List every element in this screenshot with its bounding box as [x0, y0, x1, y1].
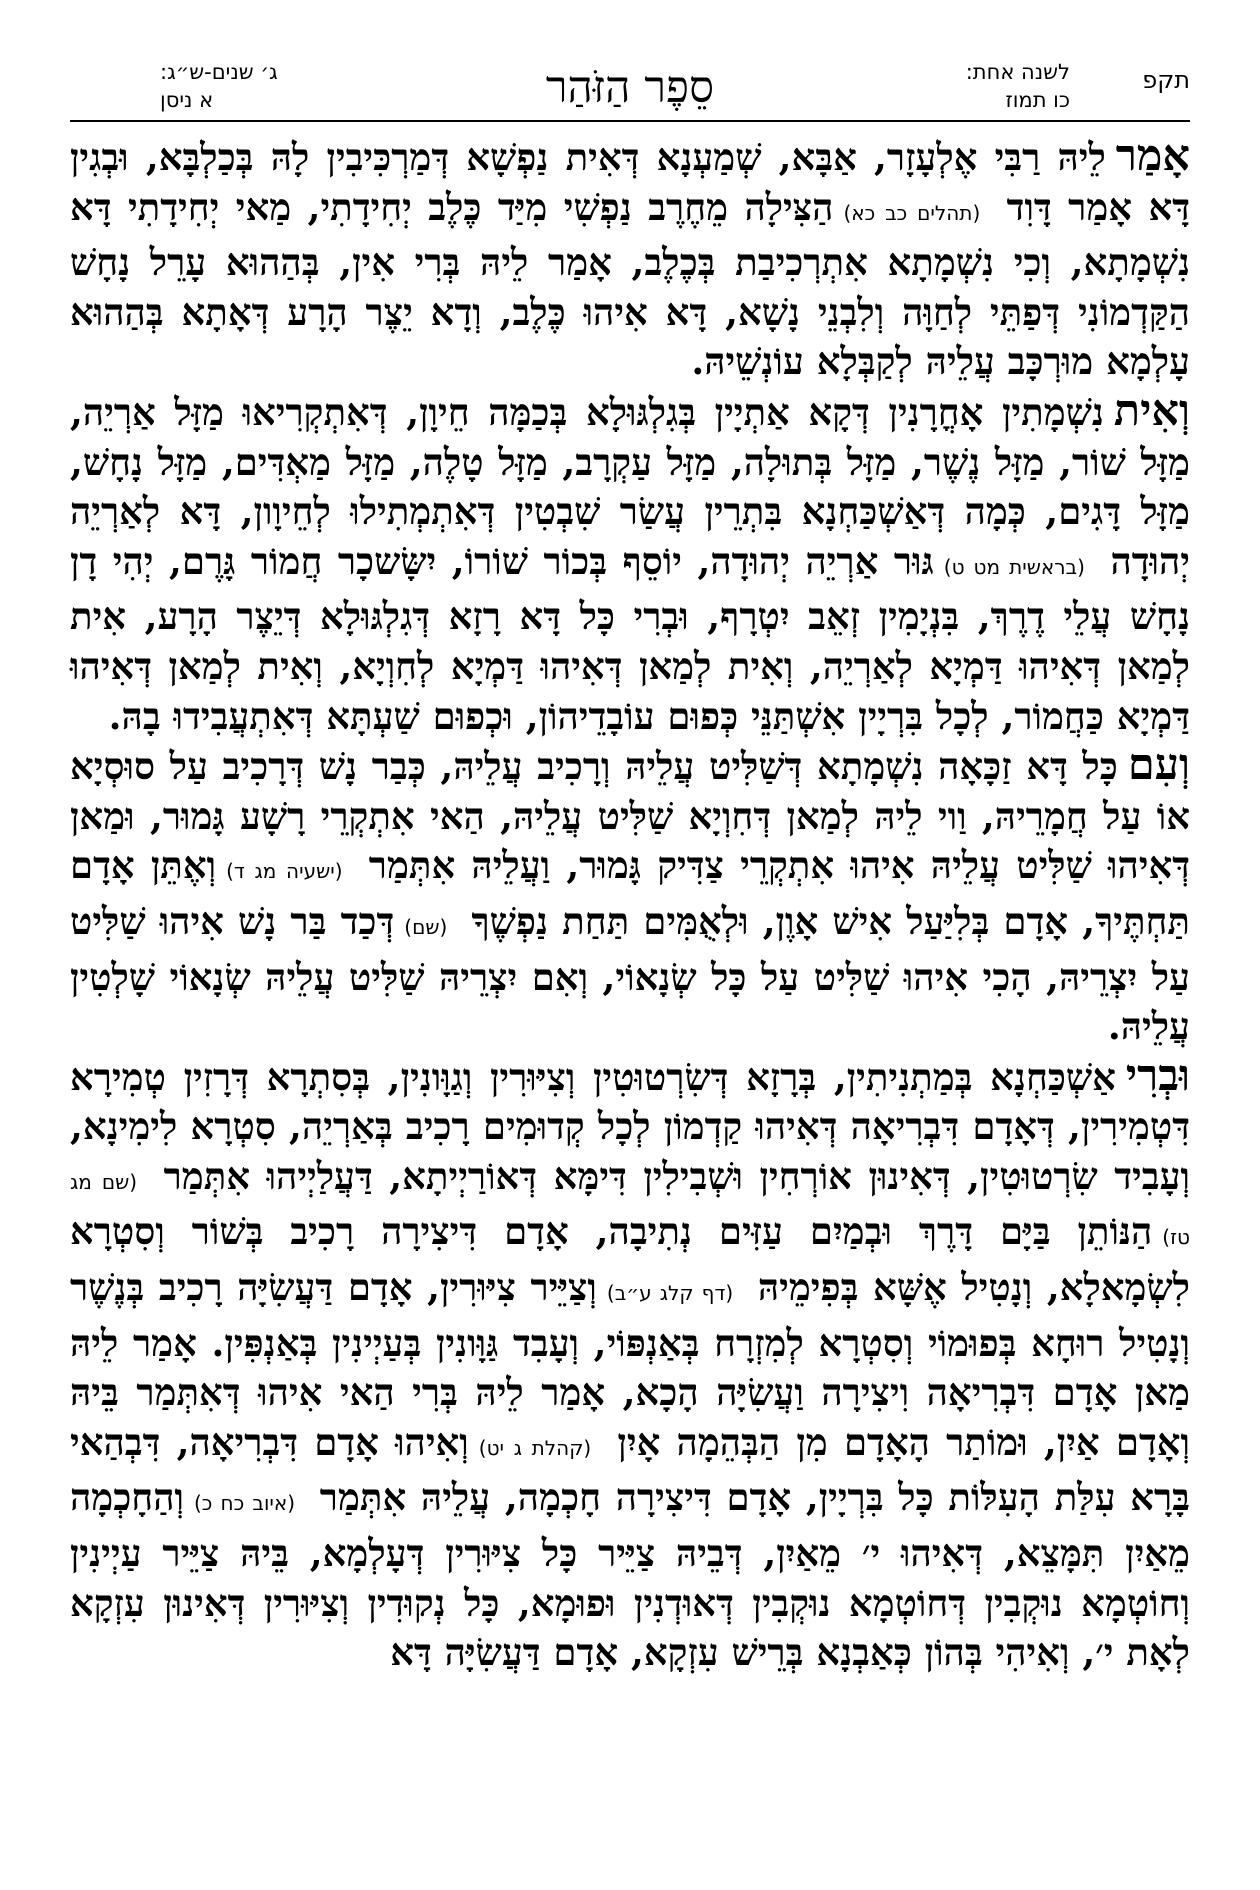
text-segment: דְּכַד בַּר נָשׁ אִיהוּ שַׁלִּיט עַל יִצְרֵיהּ, הָכִי אִיהוּ שַׁלִּיט עַל כָּל שְׂנָאוֹי, וְאִם יִצְרֵיהּ שַׁלִּיט עֲלֵיהּ שְׂנָאוֹי שָׁלְטִין עֲלֵיהּ.: [70, 898, 1190, 1049]
paragraph: [70, 1052, 1190, 1678]
text-segment: וְהַחָכְמָה מֵאַיִן תִּמָּצֵא, דְּאִיהוּ י׳ מֵאַיִן, דְּבֵיהּ צַיֵּיר כָּל צִיּוּרִין דְּעָלְמָא, בֵּיהּ צַיֵּיר עַיְינִין וְחוֹטְמָא נוּקְבִין דְּחוֹטְמָא נוּקְבִין דְּאוּדְנִין וּפוּמָא, כָּל נְקוּדִין וְצִיּוּרִין דְּאִינוּן עִזְקָא לְאָת י׳, וְאִיהִי בְּהוֹן כְּאַבְנָא בְּרֵישׁ עִזְקָא, אָדָם דַּעֲשִׂיָּה דָּא: [70, 1475, 1190, 1675]
paragraph-lead-word: וְאִית: [1113, 385, 1190, 436]
text-segment: לֵיהּ רַבִּי אֶלְעָזָר, אַבָּא, שְׁמַעְנָא דְּאִית נַפְשָׁא דְּמַרְכִּיבִין לָהּ בְּכַלְבָּא, וּבְגִין דָּא אָמַר דָּוִד: [70, 135, 1190, 229]
text-segment: נִשְׁמָתִין אָחֳרָנִין דְּקָא אַתְיָין בְּגִלְגּוּלָא בְּכַמָּה חֵיוָן, דְּאִתְקְרִיאוּ מַזָּל אַרְיֵה, מַזָּל שׁוֹר, מַזָּל נֶשֶׁר, מַזָּל בְּתוּלָה, מַזָּל עַקְרָב, מַזָּל טָלֶה, מַזָּל מַאְדִּים, מַזָּל נָחָשׁ, מַזָּל דָּגִים, כְּמָה דְּאַשְׁכַּחְנָא בִּתְרֵין עֲשַׂר שִׁבְטִין דְּאִתְמְתִילוּ לְחֵיוָון, דָּא לְאַרְיֵה יְהוּדָה: [70, 389, 1191, 583]
page-header: [70, 58, 1190, 122]
paragraph-lead-word: וְעִם: [1127, 740, 1190, 791]
paragraph: [70, 132, 1190, 387]
text-segment: וְצַיֵּיר צִיּוּרִין, אָדָם דַּעֲשִׂיָּה רָכִיב בְּנֶשֶׁר וְנָטִיל רוּחָא בְּפוּמוֹי וְסִטְרָא לְמִזְרָח בְּאַנְפּוֹי, וְעָבִד גַּוָּונִין בְּעַיְינִין בְּאַנְפִּין. אָמַר לֵיהּ מַאן אָדָם דִּבְרִיאָה וִיצִירָה וַעֲשִׂיָּה הָכָא, אָמַר לֵיהּ בְּרִי הַאי אִיהוּ דְּאִתְּמַר בֵּיהּ וְאָדָם אַיִן, וּמוֹתַר הָאָדָם מִן הַבְּהֵמָה אָיִן: [70, 1265, 1190, 1464]
schedule-one-year-date: כו תמוז: [1005, 88, 1070, 112]
scripture-reference: (ישעיה מג ד): [226, 859, 343, 884]
scripture-reference: (שם מג טז): [70, 1169, 1190, 1250]
text-segment: כָּל דָּא זַכָּאָה נִשְׁמָתָא דְּשַׁלִּיט עֲלֵיהּ וְרָכִיב עֲלֵיהּ, כְּבַר נָשׁ דְּרָכִיב עַל סוּסְיָא אוֹ עַל חֲמָרֵיהּ, וַוי לֵיהּ לְמַאן דְּחִוְיָא שַׁלִּיט עֲלֵיהּ, הַאי אִתְקְרֵי רָשָׁע גָּמוּר, וּמַאן דְּאִיהוּ שַׁלִּיט עֲלֵיהּ אִיהוּ אִתְקְרֵי צַדִּיק גָּמוּר, וַעֲלֵיהּ אִתְּמַר: [70, 744, 1191, 888]
text-segment: אַשְׁכַּחְנָא בְּמַתְנִיתִין, בְּרָזָא דְּשִׂרְטוּטִין וְצִיּוּרִין וְגַוָּונִין, בְּסִתְרָא דְּרָזִין טְמִירָא דִּטְמִירִין, דְּאָדָם דִּבְרִיאָה דְּאִיהוּ קַדְמוֹן לְכָל קְדוּמִים רָכִיב בְּאַרְיֵה, סִטְרָא לִימִינָא, וְעָבִיד שִׂרְטוּטִין, דְּאִינוּן אוֹרְחִין וּשְׁבִילִין דִּימָּא דְּאוֹרַיְיתָא, דַּעֲלַיְיהוּ אִתְּמַר: [70, 1054, 1190, 1198]
schedule-one-year: לשנה אחת:: [965, 60, 1070, 84]
scripture-reference: (דף קלג ע״ב): [606, 1281, 734, 1306]
paragraph-lead-word: אָמַר: [1115, 131, 1190, 181]
text-segment: וְאִיהוּ אָדָם דִּבְרִיאָה, דִּבְהַאי בָּרָא עִלַּת הָעִלּוֹת כָּל בִּרְיָין, אָדָם דִּיצִירָה חָכְמָה, עֲלֵיהּ אִתְּמַר: [70, 1419, 1190, 1520]
scripture-reference: (שם): [404, 914, 448, 939]
text-segment: גּוּר אַרְיֵה יְהוּדָה, יוֹסֵף בְּכוֹר שׁוֹרוֹ, יִשָּׂשכָר חֲמוֹר גָּרֶם, יְהִי דָן נָחָשׁ עֲלֵי דֶרֶךְ, בִּנְיָמִין זְאֵב יִטְרָף, וּבְרִי כָּל דָּא רָזָא דְּגִלְגּוּלָא דְּיֵצֶר הָרָע, אִית לְמַאן דְּאִיהוּ דַּמְיָא לְאַרְיֵה, וְאִית לְמַאן דְּאִיהוּ דַּמְיָא לְחִוְיָא, וְאִית לְמַאן דְּאִיהוּ דַּמְיָא כַּחֲמוֹר, לְכָל בִּרְיָין אִשְׁתַּנֵּי כְּפוּם עוֹבָדֵיהוֹן, וּכְפוּם שַׁעְתָּא דְּאִתְעֲבִידוּ בָהּ.: [70, 538, 1190, 738]
scripture-reference: (קהלת ג יט): [478, 1435, 592, 1460]
text-segment: וְאֶתֵּן אָדָם תַּחְתֶּיךָ, אָדָם בְּלִיַּעַל אִישׁ אָוֶן, וּלְאֻמִּים תַּחַת נַפְשֶׁךָ: [70, 843, 1190, 943]
page-marker: תקפ: [1142, 66, 1190, 94]
body-text: [70, 132, 1190, 1678]
scripture-reference: (איוב כח כ): [193, 1491, 296, 1516]
paragraph: [70, 387, 1190, 741]
schedule-three-years: ג׳ שנים-ש״ג:: [160, 60, 278, 84]
paragraph-lead-word: וּבְרִי: [1125, 1050, 1190, 1101]
text-segment: הַצִּילָה מֵחֶרֶב נַפְשִׁי מִיַּד כֶּלֶב יְחִידָתִי, מַאי יְחִידָתִי דָּא נִשְׁמָתָא, וְכִי נִשְׁמָתָא אִתְרְכִיבַת בְּכֶלֶב, אָמַר לֵיהּ בְּרִי אִין, בְּהַהוּא עָרֵל נָחָשׁ הַקַּדְמוֹנִי דְּפַתֵּי לְחַוָּה וְלִבְנֵי נָשָׁא, דָּא אִיהוּ כֶּלֶב, וְדָא יֵצֶר הָרָע דְּאָתָא בְּהַהוּא עָלְמָא מוּרְכָּב עֲלֵיהּ לְקַבְּלָא עוֹנְשֵׁיהּ.: [70, 184, 1190, 384]
scripture-reference: (בראשית מט ט): [943, 554, 1085, 579]
scripture-reference: (תהלים כב כא): [843, 200, 981, 225]
paragraph: [70, 741, 1190, 1052]
schedule-three-years-date: א ניסן: [160, 88, 214, 112]
book-title: סֵפֶר הַזֹּהַר: [545, 62, 715, 113]
text-segment: הַנּוֹתֵן בַּיָּם דָּרֶךְ וּבְמַיִם עַזִּים נְתִיבָה, אָדָם דִּיצִירָה רָכִיב בְּשׁוֹר וְסִטְרָא לִשְׂמָאלָא, וְנָטִיל אֶשָּׁא בְּפִימֵיהּ: [70, 1209, 1190, 1310]
